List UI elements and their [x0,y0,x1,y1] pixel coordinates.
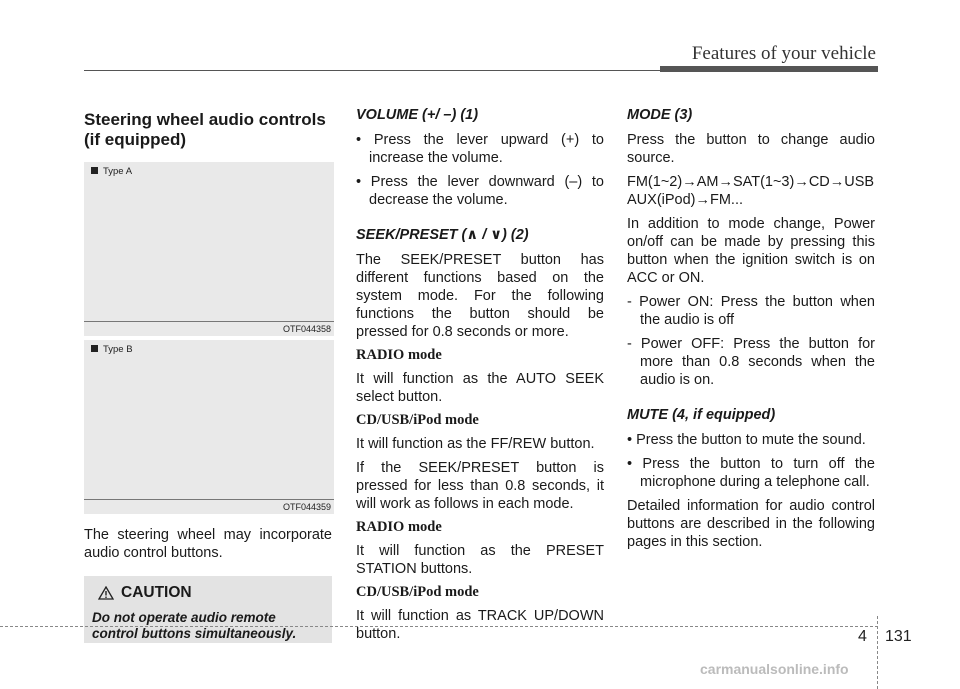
intro-paragraph: The steering wheel may incorporate audio control buttons. [84,527,332,561]
square-bullet-icon [91,167,98,174]
cd-mode-text: It will function as the FF/REW button. [356,436,595,452]
radio-mode-heading: RADIO mode [356,519,442,535]
chapter-number: 4 [858,628,867,645]
cd-mode-heading: CD/USB/iPod mode [356,412,479,428]
page-header-title: Features of your vehicle [691,43,876,64]
caution-text: Do not operate audio remote control buttons simultaneously. [92,610,297,641]
list-item: - Power OFF: Press the button for more than 0.8 seconds when the audio is on. [627,336,875,388]
volume-heading: VOLUME (+/ –) (1) [356,107,479,123]
column-right [627,107,875,557]
mode-text: Press the button to change audio source. [627,132,875,166]
detail-text: Detailed information for audio control buttons are described in the following pages in this section. [627,498,875,550]
caution-title: CAUTION [98,584,192,602]
page-number: 131 [885,628,912,645]
cd-mode-heading: CD/USB/iPod mode [356,584,479,600]
figure-type-b [84,340,334,514]
power-text: In addition to mode change, Power on/off can be made by pressing this button when the ignition switch is on ACC or ON. [627,216,875,286]
seek-intro: The SEEK/PRESET button has different functions based on the system mode. For the following functions the button should be pressed for 0.8 seconds or more. [356,252,604,340]
mode-heading: MODE (3) [627,107,693,123]
footer-divider [0,626,878,627]
radio-mode-text: It will function as the AUTO SEEK select button. [356,371,604,405]
warning-triangle-icon [98,586,114,600]
short-press-text: If the SEEK/PRESET button is pressed for less than 0.8 seconds, it will work as follows in each mode. [356,460,604,512]
cd-mode-text: It will function as TRACK UP/DOWN button. [356,608,604,642]
figure-code: OTF044359 [282,502,331,512]
list-item: • Press the lever downward (–) to decrease the volume. [356,174,604,208]
mute-heading: MUTE (4, if equipped) [627,407,776,423]
list-item: • Press the lever upward (+) to increase the volume. [356,132,604,166]
figure-type-b-label: Type B [91,344,133,355]
column-left [84,107,332,643]
list-item: • Press the button to mute the sound. [627,432,866,448]
radio-mode-heading: RADIO mode [356,347,442,363]
figure-divider [84,499,334,500]
figure-type-a [84,162,334,336]
mode-sequence: FM(1~2)→AM→SAT(1~3)→CD→USB AUX(iPod)→FM... [627,174,875,208]
seek-heading: SEEK/PRESET (∧ / ∨) (2) [356,227,529,243]
figure-type-a-label: Type A [91,166,132,177]
watermark: carmanualsonline.info [700,661,849,677]
header-bar [660,66,878,72]
figure-divider [84,321,334,322]
figure-code: OTF044358 [282,324,331,334]
section-title: Steering wheel audio controls (if equipped) [84,110,326,149]
column-middle [356,107,604,649]
radio-mode-text: It will function as the PRESET STATION buttons. [356,543,604,577]
list-item: - Power ON: Press the button when the audio is off [627,294,875,328]
square-bullet-icon [91,345,98,352]
footer-vertical-divider [877,616,878,689]
list-item: • Press the button to turn off the microphone during a telephone call. [627,456,875,490]
caution-box [84,576,332,643]
